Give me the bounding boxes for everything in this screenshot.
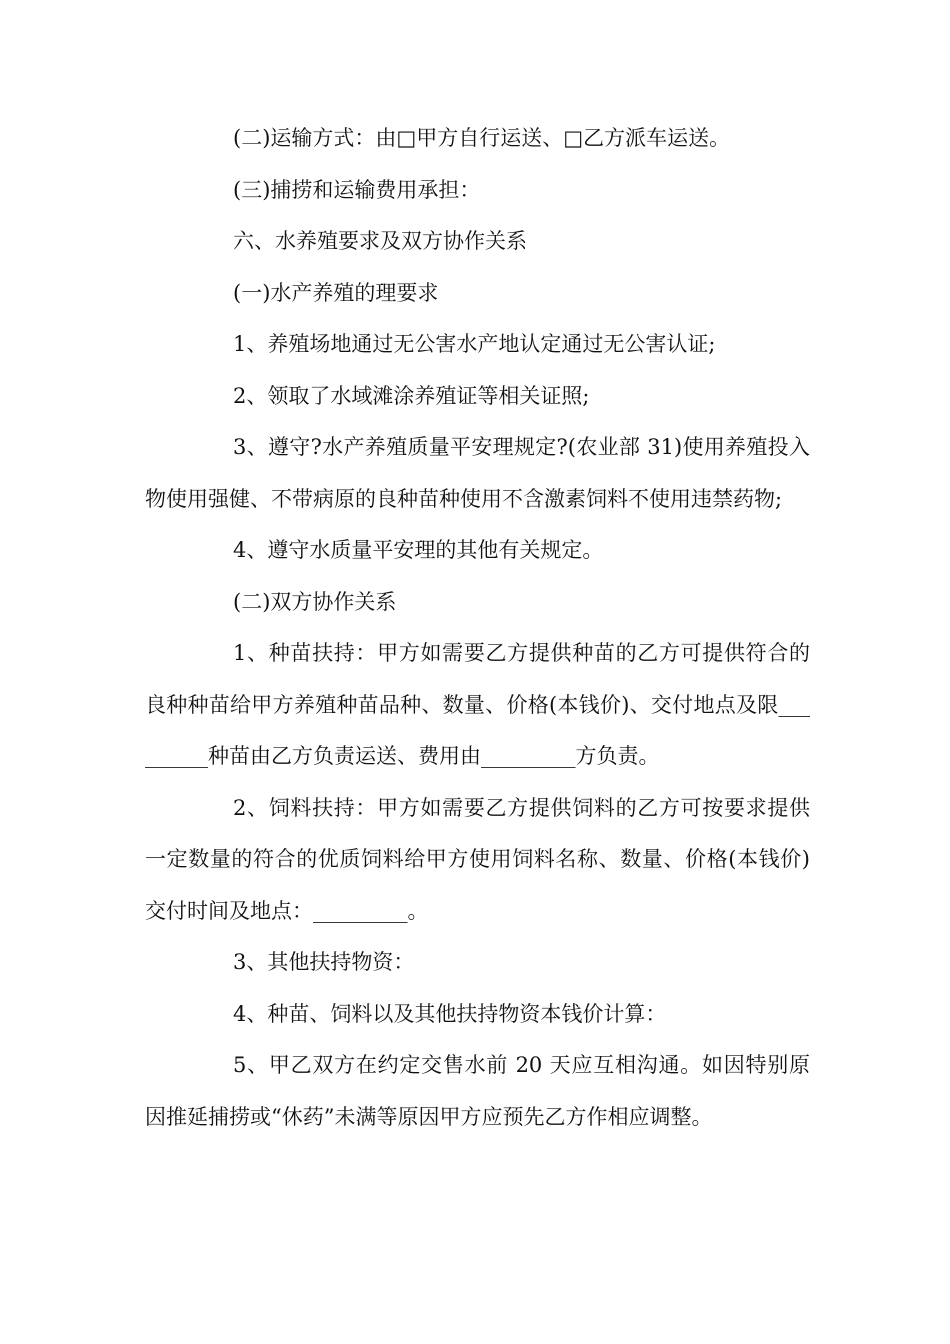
document-body xyxy=(145,113,810,1143)
cooperation-item-2: 2、饲料扶持：甲方如需要乙方提供饲料的乙方可按要求提供一定数量的符合的优质饲料给甲方使用饲料名称、数量、价格(本钱价)交付时间及地点：_________。 xyxy=(145,795,810,923)
requirement-item-2: 2、领取了水域滩涂养殖证等相关证照; xyxy=(233,383,590,408)
paragraph-transport-method: (二)运输方式：由□甲方自行运送、□乙方派车运送。 xyxy=(233,126,731,150)
cooperation-item-3: 3、其他扶持物资： xyxy=(233,950,415,974)
cooperation-item-5: 5、甲乙双方在约定交售水前 20 天应互相沟通。如因特别原因推延捕捞或“休药”未满等原因甲方应预先乙方作相应调整。 xyxy=(145,1053,810,1129)
subsection-heading-aquaculture-requirements: (一)水产养殖的理要求 xyxy=(233,280,439,305)
section-heading-six: 六、水养殖要求及双方协作关系 xyxy=(233,229,527,253)
cooperation-item-4: 4、种苗、饲料以及其他扶持物资本钱价计算： xyxy=(233,1001,667,1026)
subsection-heading-cooperation: (二)双方协作关系 xyxy=(233,589,397,614)
paragraph-fishing-cost: (三)捕捞和运输费用承担： xyxy=(233,177,481,202)
requirement-item-1: 1、养殖场地通过无公害水产地认定通过无公害认证; xyxy=(233,332,716,356)
requirement-item-4: 4、遵守水质量平安理的其他有关规定。 xyxy=(233,538,604,562)
cooperation-item-1: 1、种苗扶持：甲方如需要乙方提供种苗的乙方可提供符合的良种种苗给甲方养殖种苗品种、数量、价格(本钱价)、交付地点及限_________种苗由乙方负责运送、费用由_________方负责。 xyxy=(145,641,810,768)
requirement-item-3: 3、遵守?水产养殖质量平安理规定?(农业部 31)使用养殖投入物使用强健、不带病原的良种苗种使用不含激素饲料不使用违禁药物; xyxy=(145,435,810,511)
